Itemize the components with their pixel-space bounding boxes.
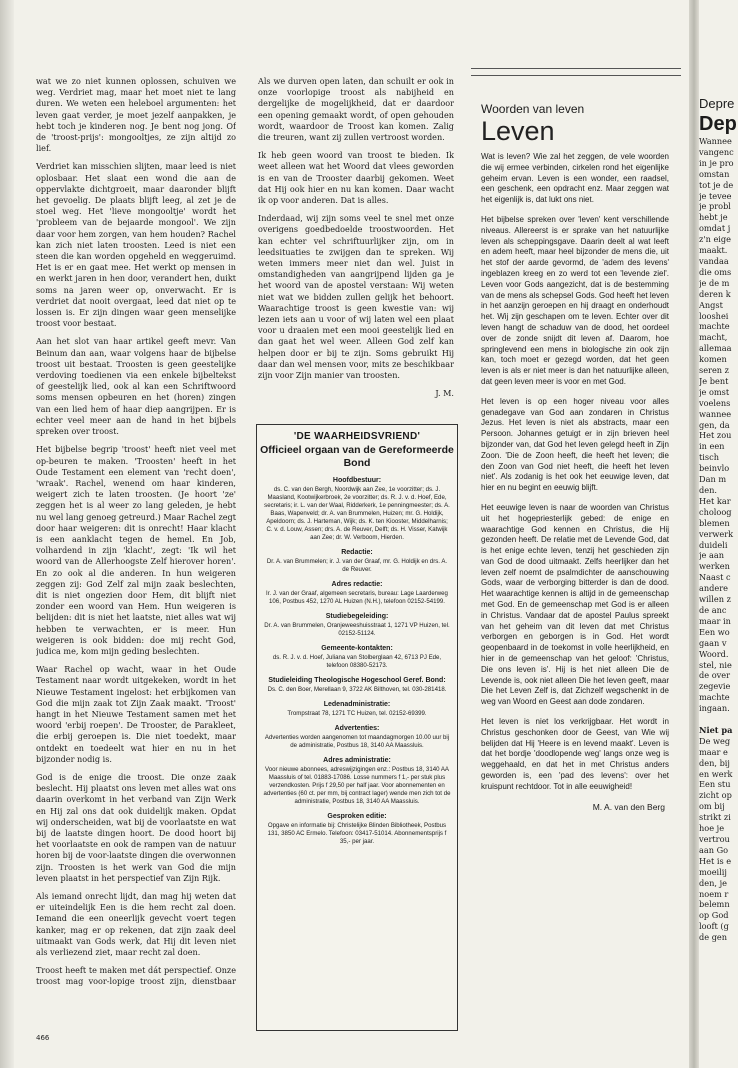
next-page-line: zegevie [699, 681, 731, 692]
next-page-line: Het kar [699, 495, 731, 506]
masthead-section-heading: Gemeente-kontakten: [321, 645, 393, 652]
article-author: M. A. van den Berg [592, 801, 665, 812]
next-page-line: duideli [699, 539, 728, 550]
next-page-line: den, bij [699, 757, 730, 768]
next-page-line: willen z [699, 594, 731, 605]
next-page-line: Een wo [699, 626, 730, 637]
masthead-section-body: Dr. A. van Brummelen, Oranjeweeshuisstraat 1, 1271 VP Huizen, tel. 02152-51124. [264, 622, 450, 637]
next-page-line: Wannee [699, 136, 732, 146]
next-page-line: op God [699, 910, 729, 921]
masthead-section-body: ds. R. J. v. d. Hoef, Juliana van Stolberglaan 42, 6713 PJ Ede, telefoon 08380-52173. [272, 654, 442, 669]
next-page-line: looft (g [699, 921, 729, 932]
next-page-line: Het zou [699, 430, 732, 441]
next-page-line: den. [699, 485, 717, 495]
left-paragraph: God is de enige die troost. Die onze zaak beslecht. Hij plaatst ons leven met alles wat ons daarin overkomt in het verband van Zijn Werk en Hij zal ons dat ook duidelijk maken. Opdat wij onderscheiden, wat bij de voorlaatste en wat bij de laatste dingen hoort. De dood hoort bij het voorlaatste en ook de rampen van de natuur horen bij de voor-laatste dingen die overwonnen zijn. Troosten is het werk van God die mijn leven plaatst in het perspectief van Zijn Rijk. [36, 771, 236, 883]
next-page-line: Naast c [699, 572, 731, 583]
masthead-section-heading: Studiebegeleiding: [325, 613, 389, 620]
left-paragraph: Troost heeft te maken met dát perspectief. Onze troost mag voor-lopige troost zijn, dienstbaar [36, 965, 236, 986]
masthead-section-heading: Redactie: [341, 549, 373, 556]
article-paragraph: Het eeuwige leven is naar de woorden van Christus uit het hogepriesterlijk gebed: de enige en waarachtige God kennen en Christus, die Hij gezonden heeft. De relatie met de Levende God, dat is het enige echte leven, tenzij het geschieden zijn van God de dood uitmaakt. Zelfs heerlijker dan het leven zelf noemt de psalmdichter de aanschouwing Gods, waar de verborging bitterder is dan de dood. Het waarachtige kennen is altijd in de gemeenschap met God. En de gemeenschap met God is er alleen in Christus. Vandaar dat de apostel Paulus spreekt van het geheim van dit leven dat met Christus verborgen en geborgen is in God. Het wordt geopenbaard in de toekomst in volle heerlijkheid, en hier in de gemeenschap van het geloof: 'Christus, Die ons leven is'. Hij is het niet alleen Die de Levende is, ook niet alleen Die het leven geeft, maar Die het Leven Zelf is, dat Zichzelf wegschenkt in de weg van Woord en Geest aan dode zondaren. [481, 502, 669, 707]
masthead-section [257, 612, 457, 638]
masthead-section [257, 812, 457, 846]
article-woorden-van-leven [469, 68, 683, 1028]
masthead-section-heading: Advertenties: [334, 725, 380, 732]
next-page-line: je omst [699, 386, 730, 397]
next-page-line: strikt zi [699, 812, 731, 823]
masthead-section-heading: Adres administratie: [323, 757, 391, 764]
left-paragraph: Waar Rachel op wacht, waar in het Oude Testament naar wordt uitgekeken, wordt in het Nieuwe Testament ingelost: het erbijkomen van God die mijn zaak tot Zijn Zaak maakt. 'Troost' hangt in het Nieuwe Testament samen met het woord 'erbij roepen'. De Trooster, de Parakleet, die erbij geroepen is. Die niet toedekt, maar ontdekt en toedeelt wat hier en nu in het bijzonder nodig is. [36, 664, 236, 764]
left-paragraph: Aan het slot van haar artikel geeft mevr. Van Beinum dan aan, waar volgens haar de bijbelse troost uit bestaat. Troosten is geen geestelijke verdoving toedienen via een enkele bijbeltekst of geestelijk lied, ook al kan een Schriftwoord soms mensen opbeuren en het (horen) zingen van een lied hem of haar diep aangrijpen. Er is echter veel meer aan de hand in het bijbels spreken over troost. [36, 336, 236, 437]
next-page-line: de anc [699, 604, 727, 615]
next-page-line: vertrou [699, 834, 730, 844]
left-column [36, 76, 236, 986]
next-page-line: maakt. [699, 245, 728, 256]
next-page-line: maar in [699, 615, 731, 626]
next-page-line: Angst [699, 299, 723, 310]
next-page-line: voelens [699, 397, 731, 408]
next-page-line: Dan m [699, 474, 727, 485]
next-page-line: beinvlo [699, 463, 730, 474]
next-page-line: je tevee [699, 190, 732, 201]
next-page-line: gaan v [699, 637, 727, 648]
next-page-kicker: Depre [699, 96, 735, 111]
top-wave-border [471, 68, 681, 76]
next-page-line: je de m [699, 277, 730, 288]
next-page-line: omdat j [699, 223, 731, 234]
next-page-line: allemaa [699, 343, 732, 354]
masthead-section-body: Advertenties worden aangenomen tot maandagmorgen 10.00 uur bij de administratie, Postbus 18, 3140 AA Maassluis. [264, 734, 450, 749]
next-page-line: Niet pa [699, 724, 733, 735]
next-page-line: macht, [699, 332, 728, 343]
masthead-section [257, 724, 457, 750]
next-page-line: Woord. [699, 648, 729, 659]
masthead-section [257, 580, 457, 606]
page-edge-shadow [0, 0, 14, 1068]
masthead-section-heading: Ledenadministratie: [323, 701, 391, 708]
next-page-line: tot je de [699, 179, 734, 190]
masthead-section-heading: Gesproken editie: [327, 813, 387, 820]
next-page-line: in een [699, 441, 725, 452]
next-page-line: verwerk [699, 528, 734, 539]
article-paragraph: Het leven is niet los verkrijgbaar. Het wordt in Christus geschonken door de Geest, van Wie wij belijden dat Hij 'Heere is en levend maakt'. Leven is dat het bordje 'doodlopende weg' langs onze weg is weggehaald, en dat het in met Christus anders geworden is, een 'pad des levens': over het kruispunt rechtdoor. Tot in alle eeuwigheid! [481, 717, 669, 791]
article-kicker: Woorden van leven [481, 102, 585, 116]
next-page-line: Een stu [699, 779, 731, 790]
left-paragraph: Het bijbelse begrip 'troost' heeft niet veel met op-beuren te maken. 'Troosten' heeft in het Oude Testament een element van 'recht doen', 'wraak'. Rachel, wenend om haar kinderen, weigert zich te laten troosten. (Je hoort 'ze' zeggen het is al weer zo lang geleden, je hebt nu wel lang genoeg getreurd.) Maar Rachel zegt door haar weigeren: dit is onrecht! Haar klacht is een aanklacht tegen de hemel. En Job, volhardend in zijn 'klacht', zegt: 'Ik wil het woord van de Allerhoogste Zelf hierover horen'. En zo ook al die anderen. In hun weigeren zeggen zij: God Zelf zal mijn zaak beslechten, dit is niet ongezien door Hem, dit blijft niet zonder een woord van Hem. Hun weigeren is belijden: dit is niet het laatste, niet alles wat wij hebben te verwachten, er is meer. Hun weigeren is ook bidden: doe mij recht God, judica me, kom mijn geding beslechten. [36, 444, 236, 656]
masthead-section-heading: Adres redactie: [331, 581, 383, 588]
next-page-line: om bij [699, 801, 725, 812]
masthead-subtitle: Officieel orgaan van de Gereformeerde Bond [260, 444, 454, 469]
masthead-section [257, 700, 457, 718]
next-page-line: komen [699, 354, 727, 365]
next-page-line: hoe je [699, 823, 725, 834]
middle-paragraph: Ik heb geen woord van troost te bieden. Ik weet alleen wat het Woord dat vlees geworden is en van de Trooster daarbij gekomen. Weet dat Hij ook hier en nu kan komen. Daar wacht ik op voor anderen. Dat is alles. [258, 150, 454, 206]
next-page-line: aan Go [699, 844, 729, 855]
left-paragraph: Als iemand onrecht lijdt, dan mag hij weten dat er uiteindelijk Een is die hem recht zal doen. Iemand die een oneerlijk gevecht voert tegen kanker, mag er op rekenen, dat zijn zaak deel uitmaakt van Gods werk, dat Hij dit leven niet als verliezend ziet, maar recht zal doen. [36, 891, 236, 958]
left-paragraph: wat we zo niet kunnen oplossen, schuiven we weg. Verdriet mag, maar het moet niet te lang duren. We weten een heleboel argumenten: het leven gaat verder, je moet jezelf aanpakken, je hebt toch je kinderen nog. Je bent nog jong. Of de 'troost-prijs': mongooltjes, ze zijn altijd zo lief. [36, 76, 236, 154]
masthead-section-body: Ir. J. van der Graaf, algemeen secretaris, bureau: Lage Laarderweg 106, Postbus 452, 1270 AL Huizen (N.H.), telefoon 02152-54199. [266, 590, 448, 605]
next-page-line: choloog [699, 506, 732, 517]
masthead-section-body: ds. C. van den Bergh, Noordwijk aan Zee, 1e voorzitter; ds. J. Maasland, Kootwijkerbroek, 2e voorzitter; ds. R. J. v. d. Hoef, Ede, secretaris; ir. L. van der Waal, Ridderkerk, 1e penningmeester; ds. A. Baas, Wapenveld; dr. A. van Brummelen, Huizen; mr. G. Holdijk, Apeldoorn; ds. J. Harteman, Wijk; ds. K. ten Kiooster, Middelharnis; C. v. d. Louw, Assen; drs. A. de Reuver, Delft; ds. H. Visser, Katwijk aan Zee; dr. W. Verboom, Hierden. [264, 486, 450, 541]
middle-paragraph: Inderdaad, wij zijn soms veel te snel met onze overigens goedbedoelde troostwoorden. Het kan echter vel schriftuurlijker zijn, om in leedsituaties te zwijgen dan te spreken. Wij weten immers meer niet dan wel. Juist in omstandigheden van aangrijpend lijden ga je het woord van de apostel verstaan: Wij weten niet wat we bidden zullen gelijk het behoort. Waarachtige troost is geen kwestie van: wij lezen iets aan u voor of wij laten wel een plaat voor u draaien met een mooi geestelijk lied en dan gaat het wel weer. Alleen God zelf kan helpen door er bij te zijn. Soms gebruikt Hij daar dan wel mensen voor, mits ze beschikbaar zijn voor Zijn manier van troosten. [258, 213, 454, 381]
next-page-line: andere [699, 583, 729, 594]
page-gutter [689, 0, 699, 1068]
page-number: 466 [36, 1034, 50, 1042]
next-page-line: z'n eige [699, 234, 731, 245]
next-page-line: de gen [699, 932, 728, 943]
left-paragraph: Verdriet kan misschien slijten, maar leed is niet oplosbaar. Het slaat een wond die aan de oppervlakte dichtgroeit, maar daaronder blijft het gevoelig. De plaats blijft leeg, al zet je de stoel weg. Het 'lieve mongooltje' wordt het 'probleem van de bejaarde mongool'. We zijn daar voor hem zorgen, van hem houden? Rachel kan zich niet laten troosten. Leed is niet een steen die kan worden opgeheld en weggeruimd. Het is er en gaat mee. Het werkt op mensen in en werkt jaren in hen door, verandert hen, duikt soms na jaren weer op, onverwacht. Er is verdriet dat nooit overgaat, leed dat niet op te lossen is. Er zijn dingen waar geen menselijke troost voor bestaat. [36, 161, 236, 329]
masthead-title: 'DE WAARHEIDSVRIEND' [293, 431, 421, 442]
next-page-line: ingaan. [699, 703, 730, 714]
masthead-section-body: Ds. C. den Boer, Merellaan 9, 3722 AK Bilthoven, tel. 030-281418. [267, 686, 447, 693]
masthead-section-body: Voor nieuwe abonnees, adreswijzigingen enz.: Postbus 18, 3140 AA Maassluis of tel. 01883-17086. Losse nummers f 1,- per stuk plus verzendkosten. Prijs f 29,50 per half jaar. Voor abonnementen en advertenties (60 ct. per mm, bij contract lager) wende men zich tot de administratie, Postbus 18, 3140 AA Maassluis. [263, 766, 451, 805]
masthead-section [257, 756, 457, 806]
masthead-section [257, 644, 457, 670]
masthead-section-heading: Hoofdbestuur: [332, 477, 382, 484]
next-page-line: Je bent [699, 375, 729, 386]
masthead-section-body: Opgave en informatie bij: Christelijke Blinden Bibliotheek, Postbus 131, 3850 AC Ermelo. Telefoon: 03417-51014. Abonnementsprijs f 35,- per jaar. [267, 822, 447, 845]
middle-column [258, 76, 454, 414]
masthead-section-heading: Studieleiding Theologische Hogeschool Geref. Bond: [268, 677, 446, 684]
next-page-line: vangenc [699, 146, 734, 157]
article-title: Leven [481, 116, 555, 146]
next-page-line: hebt je [699, 212, 728, 223]
next-page-line: den, je [699, 877, 727, 888]
next-page-line: machte [699, 321, 730, 332]
next-page-line: gen, da [699, 419, 730, 430]
next-page-article [699, 96, 738, 1036]
masthead-section-body: Dr. A. van Brummelen; ir. J. van der Graaf, mr. G. Holdijk en drs. A. de Reuver. [266, 558, 448, 573]
middle-signature: J. M. [435, 388, 454, 399]
next-page-line: je aan [699, 550, 725, 561]
next-page-line: stel, nie [699, 659, 732, 670]
next-page-line: De weg [699, 735, 731, 746]
next-page-line: de over [699, 670, 731, 681]
next-page-line: tisch [699, 452, 719, 463]
next-page-line: deren k [699, 288, 731, 299]
article-paragraph: Het bijbelse spreken over 'leven' kent verschillende niveaus. Allereerst is er sprake van het natuurlijke leven als scheppingsgave. Daarin deelt al wat leeft en adem heeft, maar heel bijzonder de mens die, uit het stof der aarde gevormd, de 'adem des levens' ingeblazen kreeg en zo werd tot een 'levende ziel'. Leven voor Gods aangezicht, dat is de bestemming van de mens als schepsel Gods. God heeft het leven in het aanzijn geroepen en hij draagt en onderhoudt het. Wij zijn geschapen om te leven. Echter over dit leven hangt de schaduw van de dood, het oordeel over de zonde snijdt dit leven af. Daarom, hoe springlevend een mens in biologische zin ook zijn kan, toch moet er gezegd worden, dat het geen leven is als er niet meer is dan het natuurlijke alleen, dat geen leven meer is voor en met God. [481, 214, 669, 386]
masthead-section [257, 548, 457, 574]
next-page-line: blemen [699, 517, 730, 528]
masthead-section [257, 676, 457, 694]
next-page-line: in je pro [699, 157, 734, 168]
next-page-line: wannee [699, 408, 732, 419]
masthead-section-body: Trompstraat 78, 1271 TC Huizen, tel. 02152-69399. [287, 710, 427, 717]
next-page-line: belemn [699, 899, 730, 910]
next-page-line: je probl [699, 201, 731, 212]
masthead-section [257, 476, 457, 542]
next-page-line: werken [699, 561, 730, 572]
masthead-box [256, 424, 458, 1031]
next-page-line: maar e [699, 746, 728, 757]
next-page-line: machte [699, 692, 730, 703]
middle-paragraph: Als we durven open laten, dan schuilt er ook in onze voorlopige troost als nabijheid en dergelijke de mogelijkheid, dat er daardoor een opening gemaakt wordt, of open gehouden wordt, waardoor de Troost kan komen. Zalig die treuren, want zij zullen vertroost worden. [258, 76, 454, 143]
next-page-title: Dep [699, 113, 737, 135]
next-page-line: moeilij [699, 866, 727, 877]
next-page-line: die oms [699, 266, 732, 277]
next-page-line: noem r [699, 888, 729, 899]
next-page-line: vandaa [699, 255, 729, 266]
next-page-line: zicht op [699, 790, 732, 801]
next-page-line: looshei [699, 310, 729, 321]
article-body [469, 152, 683, 793]
next-page-line [699, 714, 738, 725]
next-page-line: en werk [699, 768, 733, 779]
next-page-line: seren z [699, 365, 729, 376]
article-paragraph: Het leven is op een hoger niveau voor alles genadegave van God aan zondaren in Christus Jezus. Het leven is niet als abstracts, maar een Persoon. Johannes getuigt er in zijn brieven heel bijzonder van, dat God het leven gelegd heeft in Zijn Zoon. 'Die de Zoon heeft, die heeft het leven; die den Zoon van God niet heeft, die heeft het leven niet'. Als zodanig is het ook het eeuwige leven, dat hier en nu begint en eeuwig blijft. [481, 396, 669, 493]
next-page-line: omstan [699, 168, 730, 179]
article-paragraph: Wat is leven? Wie zal het zeggen, de vele woorden die wij ermee verbinden, cirkelen rond het eigenlijke geheim ervan. Leven is een wonder, een raadsel, een geschenk, een opdracht enz. Maar zeggen wat het eigenlijk is, dat lukt ons niet. [481, 152, 669, 205]
next-page-line: Het is e [699, 855, 732, 866]
